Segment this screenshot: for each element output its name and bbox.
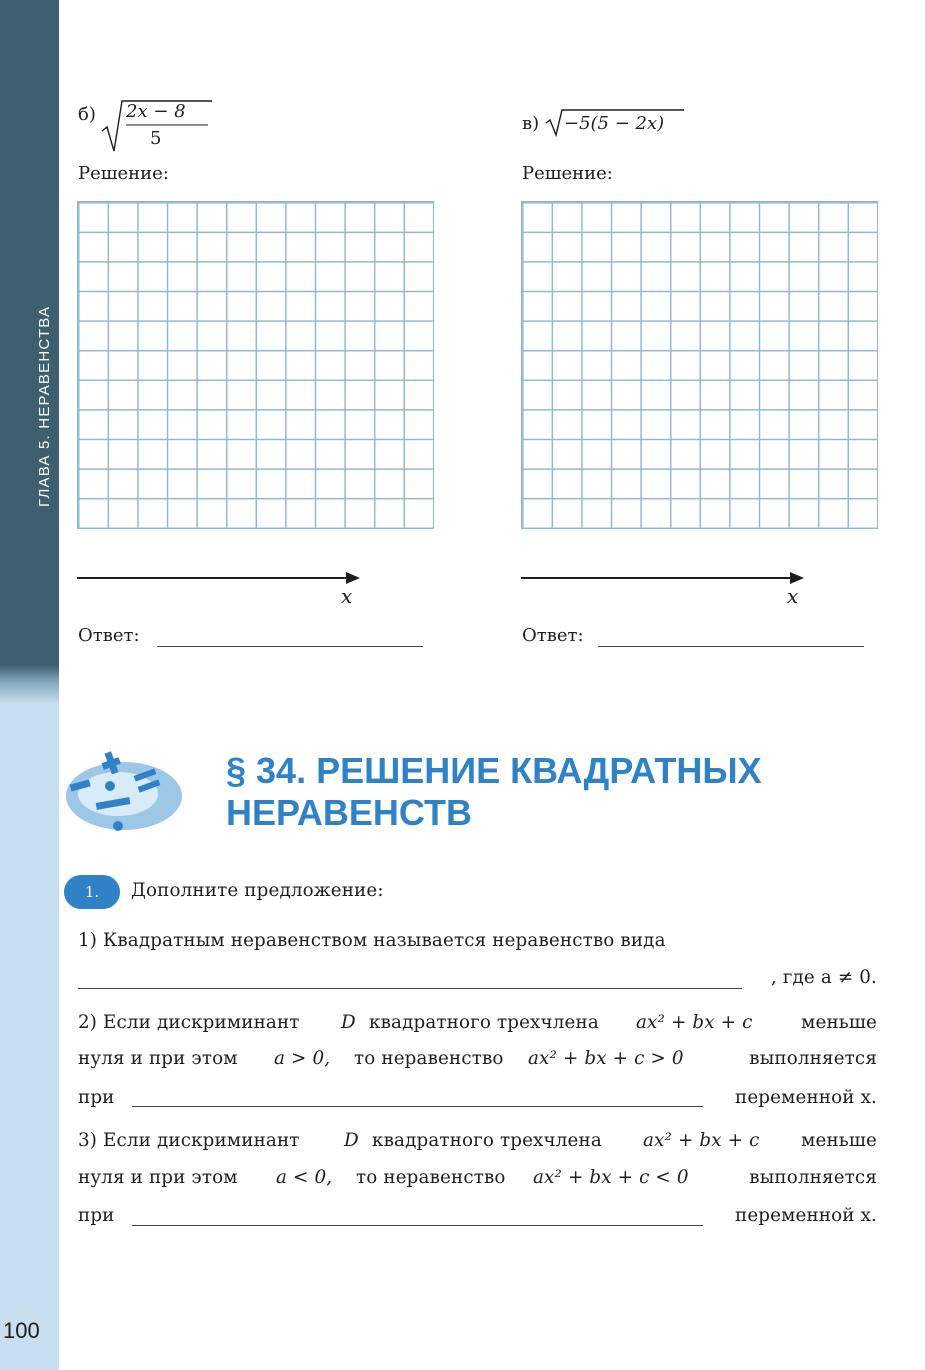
item1-line1: 1) Квадратным неравенством называется неравенство вида: [78, 930, 666, 951]
item3-line3a: при: [78, 1205, 115, 1226]
task-v-label: в): [522, 113, 540, 134]
task-v-expression: [522, 113, 665, 134]
item2-trinomial: ax² + bx + c: [636, 1012, 753, 1033]
math-symbols-icon: [62, 748, 187, 838]
task-v-solution-label: Решение:: [522, 163, 613, 184]
section-title-line1: § 34. РЕШЕНИЕ КВАДРАТНЫХ: [226, 750, 762, 791]
item2-line2a: нуля и при этом: [78, 1048, 238, 1069]
sidebar-gradient: [0, 665, 59, 705]
item2-condition: a > 0,: [274, 1048, 331, 1069]
item3-line2c: выполняется: [749, 1167, 877, 1188]
item2-line3b: переменной x.: [734, 1087, 877, 1108]
item2-D: D: [341, 1012, 356, 1033]
item2-answer-field[interactable]: [132, 1106, 703, 1107]
item2-line2c: выполняется: [749, 1048, 877, 1069]
task-b-answer-field[interactable]: [157, 646, 423, 647]
item2-line1b: квадратного трехчлена: [369, 1012, 599, 1033]
task-v-grid[interactable]: [521, 201, 878, 529]
task-b-number-line: [77, 577, 357, 579]
exercise-instruction: Дополните предложение:: [131, 880, 384, 901]
item3-line1c: меньше: [801, 1130, 877, 1151]
task-b-solution-label: Решение:: [78, 163, 169, 184]
task-b-expression: [78, 101, 186, 149]
page-number: 100: [3, 1318, 40, 1343]
task-v-answer-field[interactable]: [598, 646, 864, 647]
item3-condition: a < 0,: [276, 1167, 333, 1188]
item3-line1b: квадратного трехчлена: [372, 1130, 602, 1151]
item3-line2b: то неравенство: [356, 1167, 506, 1188]
item2-inequality: ax² + bx + c > 0: [528, 1048, 684, 1069]
item1-answer-field[interactable]: [78, 988, 742, 989]
item2-line1c: меньше: [801, 1012, 877, 1033]
task-v-answer-label: Ответ:: [522, 625, 584, 646]
chapter-title: ГЛАВА 5. НЕРАВЕНСТВА: [36, 305, 53, 507]
item2-line2b: то неравенство: [354, 1048, 504, 1069]
task-b-numerator: 2x − 8: [126, 101, 186, 122]
item3-trinomial: ax² + bx + c: [643, 1130, 760, 1151]
item3-line2a: нуля и при этом: [78, 1167, 238, 1188]
task-b-grid[interactable]: [77, 201, 434, 529]
task-b-answer-label: Ответ:: [78, 625, 140, 646]
section-title-line2: НЕРАВЕНСТВ: [226, 792, 472, 833]
item3-line3b: переменной x.: [734, 1205, 877, 1226]
task-b-label: б): [78, 104, 96, 125]
item2-line3a: при: [78, 1087, 115, 1108]
item3-answer-field[interactable]: [132, 1225, 703, 1226]
item1-tail: , где a ≠ 0.: [770, 967, 877, 988]
item2-line1a: 2) Если дискриминант: [78, 1012, 300, 1033]
task-v-radicand: −5(5 − 2x): [564, 113, 665, 134]
task-v-axis-var: x: [787, 584, 799, 608]
item3-line1a: 3) Если дискриминант: [78, 1130, 300, 1151]
task-v-number-line: [521, 577, 801, 579]
item3-D: D: [344, 1130, 359, 1151]
section-title: [226, 750, 762, 834]
exercise-number-badge: 1.: [64, 875, 120, 909]
item3-inequality: ax² + bx + c < 0: [533, 1167, 689, 1188]
task-b-denominator: 5: [150, 128, 162, 149]
task-b-axis-var: x: [341, 584, 353, 608]
